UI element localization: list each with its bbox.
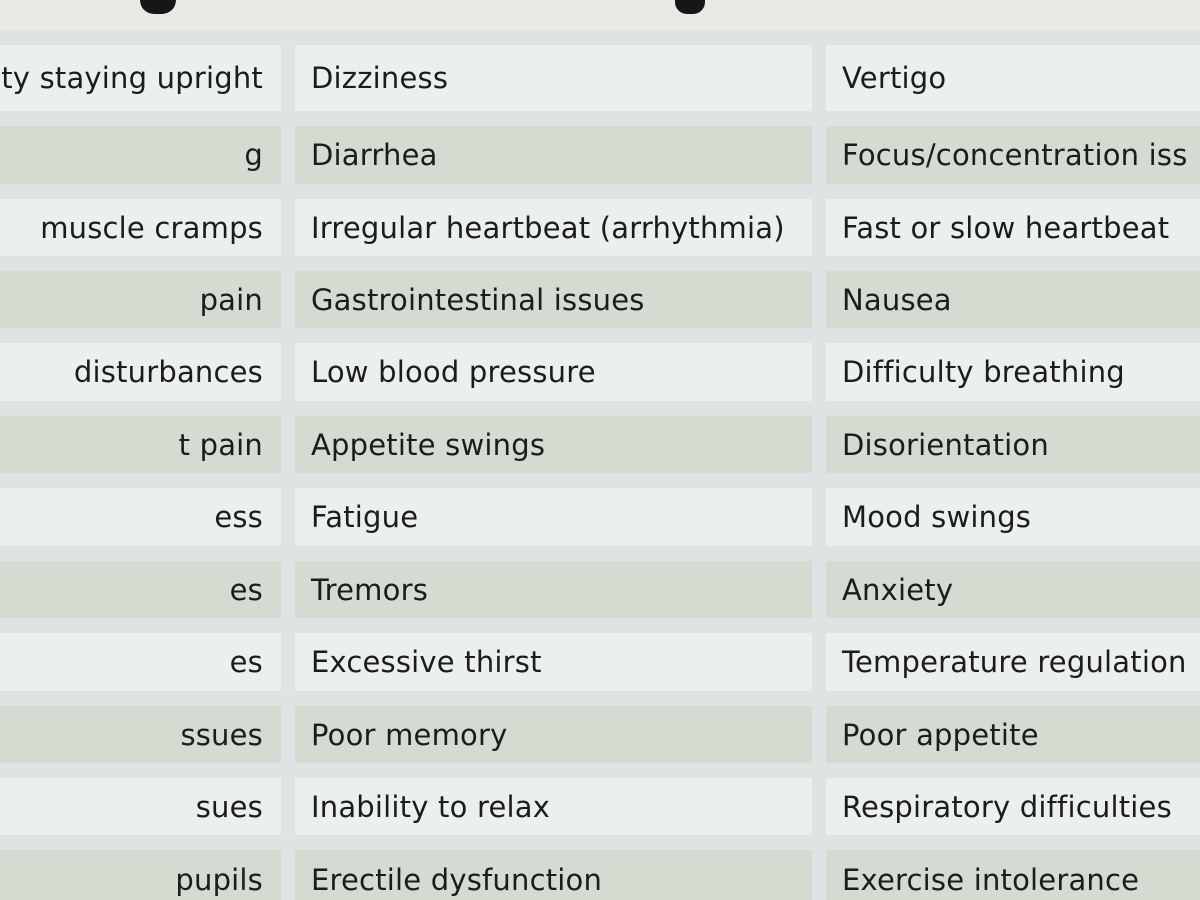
symptom-cell: Disorientation (826, 416, 1200, 473)
symptom-cell: pain (0, 271, 281, 328)
symptom-cell: Poor appetite (826, 706, 1200, 763)
symptom-cell: Erectile dysfunction (295, 850, 812, 900)
symptom-cell: ssues (0, 706, 281, 763)
symptom-cell: Nausea (826, 271, 1200, 328)
symptom-cell: Diarrhea (295, 126, 812, 184)
symptom-cell: ty staying upright (0, 45, 281, 111)
symptom-cell: Gastrointestinal issues (295, 271, 812, 328)
symptom-cell: Low blood pressure (295, 343, 812, 401)
symptom-cell: Tremors (295, 561, 812, 618)
symptom-cell: Mood swings (826, 488, 1200, 546)
symptom-cell: es (0, 561, 281, 618)
symptom-cell: Respiratory difficulties (826, 778, 1200, 835)
symptom-cell: Poor memory (295, 706, 812, 763)
symptom-cell: sues (0, 778, 281, 835)
symptom-cell: Vertigo (826, 45, 1200, 111)
symptom-cell: disturbances (0, 343, 281, 401)
symptom-cell: t pain (0, 416, 281, 473)
symptom-cell: Excessive thirst (295, 633, 812, 691)
symptom-cell: Exercise intolerance (826, 850, 1200, 900)
symptom-cell: Appetite swings (295, 416, 812, 473)
symptom-cell: pupils (0, 850, 281, 900)
symptom-cell: Fatigue (295, 488, 812, 546)
symptom-cell: Temperature regulation (826, 633, 1200, 691)
symptom-cell: Dizziness (295, 45, 812, 111)
symptom-cell: ess (0, 488, 281, 546)
symptom-cell: Fast or slow heartbeat (826, 199, 1200, 256)
symptom-cell: es (0, 633, 281, 691)
symptom-cell: Inability to relax (295, 778, 812, 835)
symptom-cell: muscle cramps (0, 199, 281, 256)
symptom-cell: Focus/concentration iss (826, 126, 1200, 184)
symptom-cell: g (0, 126, 281, 184)
symptom-cell: Anxiety (826, 561, 1200, 618)
symptom-cell: Difficulty breathing (826, 343, 1200, 401)
symptom-cell: Irregular heartbeat (arrhythmia) (295, 199, 812, 256)
